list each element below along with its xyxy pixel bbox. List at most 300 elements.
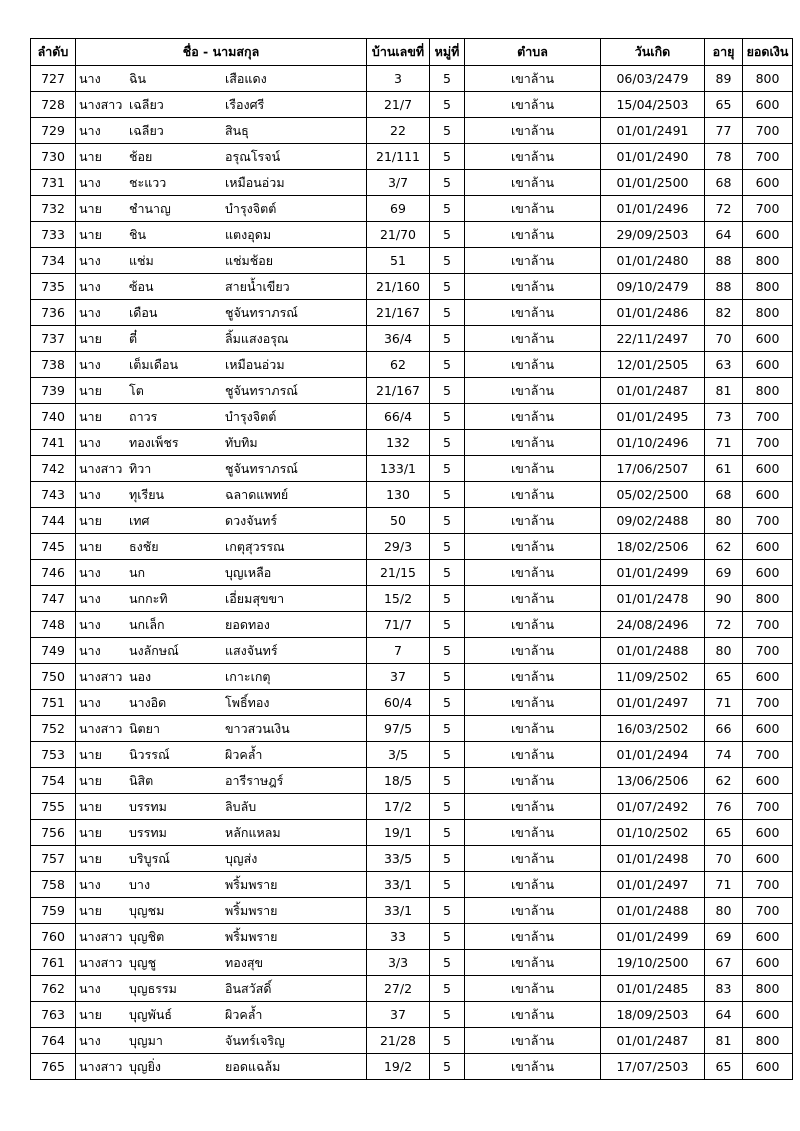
- cell-name: [76, 820, 367, 846]
- header-amount: ยอดเงิน: [743, 39, 793, 66]
- cell-name: [76, 196, 367, 222]
- name-prefix: นาย: [79, 798, 102, 814]
- cell-name: [76, 274, 367, 300]
- cell-no: 728: [31, 92, 76, 118]
- name-prefix: นาง: [79, 616, 101, 632]
- cell-no: 761: [31, 950, 76, 976]
- cell-name: [76, 742, 367, 768]
- name-prefix: นาง: [79, 642, 101, 658]
- name-last: อารีราษฎร์: [225, 772, 284, 788]
- cell-birth: 01/01/2487: [601, 378, 705, 404]
- cell-birth: 09/02/2488: [601, 508, 705, 534]
- name-prefix: นาง: [79, 980, 101, 996]
- name-prefix: นาย: [79, 512, 102, 528]
- name-first: บรรทม: [129, 824, 167, 840]
- name-first: ชำนาญ: [129, 200, 171, 216]
- cell-no: 746: [31, 560, 76, 586]
- cell-tambon: เขาล้าน: [465, 274, 601, 300]
- table-row: [31, 222, 793, 248]
- cell-no: 733: [31, 222, 76, 248]
- cell-tambon: เขาล้าน: [465, 118, 601, 144]
- name-first: บาง: [129, 876, 151, 892]
- cell-tambon: เขาล้าน: [465, 846, 601, 872]
- name-last: บำรุงจิตต์: [225, 408, 277, 424]
- name-first: นกกะทิ: [129, 590, 168, 606]
- name-last: แตงอุดม: [225, 226, 272, 242]
- cell-birth: 01/01/2490: [601, 144, 705, 170]
- cell-age: 68: [705, 170, 743, 196]
- cell-birth: 15/04/2503: [601, 92, 705, 118]
- table-row: [31, 404, 793, 430]
- name-last: อินสวัสดิ์: [225, 980, 272, 996]
- name-prefix: นาย: [79, 850, 102, 866]
- cell-house: 15/2: [367, 586, 430, 612]
- cell-amount: 700: [743, 404, 793, 430]
- cell-house: 71/7: [367, 612, 430, 638]
- name-first: บุญชม: [129, 902, 165, 918]
- cell-age: 78: [705, 144, 743, 170]
- cell-house: 21/7: [367, 92, 430, 118]
- cell-amount: 600: [743, 560, 793, 586]
- cell-amount: 700: [743, 898, 793, 924]
- cell-birth: 01/01/2485: [601, 976, 705, 1002]
- cell-moo: 5: [430, 92, 465, 118]
- cell-moo: 5: [430, 456, 465, 482]
- name-last: ฉลาดแพทย์: [225, 486, 289, 502]
- cell-amount: 600: [743, 456, 793, 482]
- name-last: เสือแดง: [225, 70, 267, 86]
- cell-birth: 01/01/2494: [601, 742, 705, 768]
- cell-birth: 05/02/2500: [601, 482, 705, 508]
- cell-moo: 5: [430, 118, 465, 144]
- cell-age: 62: [705, 768, 743, 794]
- name-last: สายน้ำเขียว: [225, 278, 290, 294]
- cell-tambon: เขาล้าน: [465, 534, 601, 560]
- cell-no: 745: [31, 534, 76, 560]
- cell-tambon: เขาล้าน: [465, 820, 601, 846]
- name-first: ซ้อน: [129, 278, 154, 294]
- cell-birth: 13/06/2506: [601, 768, 705, 794]
- name-last: ผิวคล้ำ: [225, 746, 263, 762]
- cell-moo: 5: [430, 638, 465, 664]
- cell-no: 741: [31, 430, 76, 456]
- cell-no: 747: [31, 586, 76, 612]
- cell-tambon: เขาล้าน: [465, 482, 601, 508]
- cell-birth: 01/07/2492: [601, 794, 705, 820]
- name-last: ผิวคล้ำ: [225, 1006, 263, 1022]
- cell-no: 734: [31, 248, 76, 274]
- cell-moo: 5: [430, 924, 465, 950]
- cell-amount: 600: [743, 92, 793, 118]
- cell-name: [76, 612, 367, 638]
- name-prefix: นาง: [79, 1032, 101, 1048]
- cell-moo: 5: [430, 820, 465, 846]
- cell-amount: 800: [743, 976, 793, 1002]
- header-moo: หมู่ที่: [430, 39, 465, 66]
- table-row: [31, 872, 793, 898]
- cell-amount: 700: [743, 118, 793, 144]
- cell-age: 80: [705, 898, 743, 924]
- cell-amount: 700: [743, 794, 793, 820]
- cell-name: [76, 170, 367, 196]
- cell-name: [76, 560, 367, 586]
- cell-moo: 5: [430, 66, 465, 92]
- name-first: ทองเพ็ชร: [129, 434, 179, 450]
- cell-birth: 01/01/2499: [601, 924, 705, 950]
- cell-house: 22: [367, 118, 430, 144]
- name-first: เฉลียว: [129, 122, 164, 138]
- cell-age: 62: [705, 534, 743, 560]
- name-last: บำรุงจิตต์: [225, 200, 277, 216]
- cell-house: 62: [367, 352, 430, 378]
- cell-house: 19/1: [367, 820, 430, 846]
- cell-birth: 01/01/2497: [601, 872, 705, 898]
- cell-birth: 01/01/2496: [601, 196, 705, 222]
- cell-tambon: เขาล้าน: [465, 430, 601, 456]
- table-row: [31, 742, 793, 768]
- name-last: ทับทิม: [225, 434, 258, 450]
- cell-house: 21/28: [367, 1028, 430, 1054]
- name-prefix: นาง: [79, 304, 101, 320]
- cell-amount: 700: [743, 638, 793, 664]
- cell-tambon: เขาล้าน: [465, 456, 601, 482]
- name-prefix: นาย: [79, 382, 102, 398]
- cell-tambon: เขาล้าน: [465, 66, 601, 92]
- cell-birth: 19/10/2500: [601, 950, 705, 976]
- name-prefix: นาย: [79, 408, 102, 424]
- cell-house: 27/2: [367, 976, 430, 1002]
- cell-no: 727: [31, 66, 76, 92]
- cell-no: 742: [31, 456, 76, 482]
- cell-age: 64: [705, 1002, 743, 1028]
- name-last: เกตุสุวรรณ: [225, 538, 285, 554]
- cell-no: 744: [31, 508, 76, 534]
- cell-age: 80: [705, 638, 743, 664]
- cell-house: 18/5: [367, 768, 430, 794]
- cell-moo: 5: [430, 170, 465, 196]
- name-first: บุญธรรม: [129, 980, 177, 996]
- cell-birth: 06/03/2479: [601, 66, 705, 92]
- cell-amount: 600: [743, 820, 793, 846]
- name-first: ทิวา: [129, 460, 152, 476]
- cell-house: 69: [367, 196, 430, 222]
- cell-house: 3: [367, 66, 430, 92]
- cell-age: 71: [705, 430, 743, 456]
- cell-amount: 800: [743, 586, 793, 612]
- table-row: [31, 690, 793, 716]
- name-first: ธงชัย: [129, 538, 159, 554]
- name-prefix: นาง: [79, 434, 101, 450]
- cell-name: [76, 924, 367, 950]
- name-prefix: นางสาว: [79, 720, 123, 736]
- cell-tambon: เขาล้าน: [465, 560, 601, 586]
- name-last: เหมือนอ่วม: [225, 356, 285, 372]
- name-prefix: นาย: [79, 226, 102, 242]
- cell-house: 60/4: [367, 690, 430, 716]
- cell-no: 750: [31, 664, 76, 690]
- cell-tambon: เขาล้าน: [465, 92, 601, 118]
- name-prefix: นาง: [79, 486, 101, 502]
- name-first: นิวรรณ์: [129, 746, 170, 762]
- cell-no: 748: [31, 612, 76, 638]
- cell-amount: 700: [743, 872, 793, 898]
- cell-birth: 01/01/2478: [601, 586, 705, 612]
- cell-moo: 5: [430, 404, 465, 430]
- cell-no: 756: [31, 820, 76, 846]
- cell-no: 729: [31, 118, 76, 144]
- name-first: นงลักษณ์: [129, 642, 179, 658]
- cell-name: [76, 430, 367, 456]
- cell-no: 764: [31, 1028, 76, 1054]
- name-prefix: นาย: [79, 148, 102, 164]
- name-last: เรืองศรี: [225, 96, 265, 112]
- cell-age: 70: [705, 326, 743, 352]
- table-row: [31, 430, 793, 456]
- cell-name: [76, 222, 367, 248]
- cell-birth: 01/01/2495: [601, 404, 705, 430]
- name-last: เอี่ยมสุขขา: [225, 590, 285, 606]
- cell-house: 21/167: [367, 378, 430, 404]
- name-prefix: นาง: [79, 356, 101, 372]
- name-first: ชิน: [129, 226, 147, 242]
- name-last: ชูจันทราภรณ์: [225, 382, 298, 398]
- table-row: [31, 1002, 793, 1028]
- cell-no: 753: [31, 742, 76, 768]
- name-first: นอง: [129, 668, 152, 684]
- cell-name: [76, 794, 367, 820]
- name-first: บุญชู: [129, 954, 157, 970]
- table-row: [31, 66, 793, 92]
- cell-amount: 700: [743, 144, 793, 170]
- name-first: ฉิน: [129, 70, 147, 86]
- cell-house: 132: [367, 430, 430, 456]
- name-last: ชูจันทราภรณ์: [225, 304, 298, 320]
- name-last: ลิ้มแสงอรุณ: [225, 330, 289, 346]
- cell-amount: 600: [743, 482, 793, 508]
- cell-age: 89: [705, 66, 743, 92]
- cell-birth: 01/01/2487: [601, 1028, 705, 1054]
- cell-amount: 600: [743, 950, 793, 976]
- cell-house: 37: [367, 664, 430, 690]
- name-last: ยอดทอง: [225, 616, 270, 632]
- name-first: เดือน: [129, 304, 158, 320]
- cell-house: 21/111: [367, 144, 430, 170]
- cell-tambon: เขาล้าน: [465, 950, 601, 976]
- cell-tambon: เขาล้าน: [465, 898, 601, 924]
- cell-birth: 09/10/2479: [601, 274, 705, 300]
- cell-name: [76, 768, 367, 794]
- cell-age: 81: [705, 378, 743, 404]
- cell-amount: 800: [743, 274, 793, 300]
- cell-birth: 12/01/2505: [601, 352, 705, 378]
- cell-amount: 600: [743, 846, 793, 872]
- name-prefix: นาง: [79, 564, 101, 580]
- cell-no: 755: [31, 794, 76, 820]
- cell-amount: 600: [743, 534, 793, 560]
- cell-moo: 5: [430, 378, 465, 404]
- cell-no: 763: [31, 1002, 76, 1028]
- name-prefix: นาย: [79, 330, 102, 346]
- cell-amount: 600: [743, 1002, 793, 1028]
- cell-tambon: เขาล้าน: [465, 1028, 601, 1054]
- cell-moo: 5: [430, 352, 465, 378]
- name-first: นางอิด: [129, 694, 167, 710]
- name-last: ดวงจันทร์: [225, 512, 278, 528]
- table-row: [31, 508, 793, 534]
- cell-no: 731: [31, 170, 76, 196]
- cell-tambon: เขาล้าน: [465, 300, 601, 326]
- cell-no: 758: [31, 872, 76, 898]
- cell-birth: 17/07/2503: [601, 1054, 705, 1080]
- name-last: บุญเหลือ: [225, 564, 272, 580]
- cell-birth: 01/01/2480: [601, 248, 705, 274]
- cell-moo: 5: [430, 768, 465, 794]
- cell-house: 21/160: [367, 274, 430, 300]
- cell-age: 71: [705, 872, 743, 898]
- cell-birth: 01/01/2499: [601, 560, 705, 586]
- cell-tambon: เขาล้าน: [465, 196, 601, 222]
- cell-amount: 800: [743, 378, 793, 404]
- cell-name: [76, 950, 367, 976]
- cell-age: 64: [705, 222, 743, 248]
- cell-amount: 600: [743, 352, 793, 378]
- table-row: [31, 716, 793, 742]
- table-row: [31, 1054, 793, 1080]
- cell-no: 740: [31, 404, 76, 430]
- table-row: [31, 482, 793, 508]
- cell-tambon: เขาล้าน: [465, 144, 601, 170]
- cell-birth: 22/11/2497: [601, 326, 705, 352]
- cell-age: 72: [705, 196, 743, 222]
- cell-birth: 01/10/2496: [601, 430, 705, 456]
- cell-no: 760: [31, 924, 76, 950]
- cell-amount: 600: [743, 1054, 793, 1080]
- cell-name: [76, 66, 367, 92]
- cell-tambon: เขาล้าน: [465, 404, 601, 430]
- cell-house: 51: [367, 248, 430, 274]
- cell-amount: 800: [743, 1028, 793, 1054]
- cell-name: [76, 144, 367, 170]
- name-last: พริ้มพราย: [225, 876, 278, 892]
- cell-birth: 29/09/2503: [601, 222, 705, 248]
- cell-tambon: เขาล้าน: [465, 794, 601, 820]
- cell-moo: 5: [430, 690, 465, 716]
- cell-tambon: เขาล้าน: [465, 352, 601, 378]
- table-row: [31, 612, 793, 638]
- cell-moo: 5: [430, 222, 465, 248]
- cell-age: 65: [705, 1054, 743, 1080]
- cell-name: [76, 92, 367, 118]
- cell-amount: 700: [743, 690, 793, 716]
- cell-age: 71: [705, 690, 743, 716]
- cell-moo: 5: [430, 144, 465, 170]
- cell-house: 21/167: [367, 300, 430, 326]
- name-prefix: นาง: [79, 694, 101, 710]
- cell-amount: 700: [743, 430, 793, 456]
- name-last: ชูจันทราภรณ์: [225, 460, 298, 476]
- name-last: แสงจันทร์: [225, 642, 278, 658]
- header-name: ชื่อ - นามสกุล: [76, 39, 367, 66]
- table-row: [31, 118, 793, 144]
- cell-no: 743: [31, 482, 76, 508]
- table-row: [31, 768, 793, 794]
- table-row: [31, 924, 793, 950]
- cell-no: 762: [31, 976, 76, 1002]
- cell-amount: 600: [743, 664, 793, 690]
- name-last: อรุณโรจน์: [225, 148, 281, 164]
- cell-house: 33/1: [367, 898, 430, 924]
- cell-amount: 600: [743, 716, 793, 742]
- cell-birth: 01/01/2497: [601, 690, 705, 716]
- cell-name: [76, 898, 367, 924]
- name-last: โพธิ์ทอง: [225, 694, 270, 710]
- name-last: หลักแหลม: [225, 824, 281, 840]
- cell-tambon: เขาล้าน: [465, 872, 601, 898]
- cell-age: 65: [705, 820, 743, 846]
- cell-birth: 01/01/2488: [601, 898, 705, 924]
- cell-moo: 5: [430, 300, 465, 326]
- name-prefix: นาย: [79, 902, 102, 918]
- cell-birth: 11/09/2502: [601, 664, 705, 690]
- header-age: อายุ: [705, 39, 743, 66]
- name-first: นิตยา: [129, 720, 161, 736]
- cell-tambon: เขาล้าน: [465, 508, 601, 534]
- cell-house: 33/1: [367, 872, 430, 898]
- name-prefix: นางสาว: [79, 96, 123, 112]
- table-row: [31, 352, 793, 378]
- cell-birth: 01/01/2500: [601, 170, 705, 196]
- cell-no: 765: [31, 1054, 76, 1080]
- cell-house: 3/7: [367, 170, 430, 196]
- cell-moo: 5: [430, 976, 465, 1002]
- table-row: [31, 92, 793, 118]
- table-row: [31, 846, 793, 872]
- cell-moo: 5: [430, 248, 465, 274]
- cell-birth: 01/01/2491: [601, 118, 705, 144]
- name-first: บุญมา: [129, 1032, 163, 1048]
- cell-age: 65: [705, 92, 743, 118]
- cell-age: 88: [705, 248, 743, 274]
- cell-age: 68: [705, 482, 743, 508]
- cell-age: 80: [705, 508, 743, 534]
- cell-amount: 800: [743, 300, 793, 326]
- name-first: โต: [129, 382, 144, 398]
- name-first: ตี๋: [129, 330, 138, 346]
- cell-house: 37: [367, 1002, 430, 1028]
- cell-age: 70: [705, 846, 743, 872]
- cell-age: 74: [705, 742, 743, 768]
- cell-name: [76, 1054, 367, 1080]
- table-row: [31, 534, 793, 560]
- table-row: [31, 144, 793, 170]
- name-first: บุญพันธ์: [129, 1006, 172, 1022]
- cell-house: 3/3: [367, 950, 430, 976]
- cell-moo: 5: [430, 742, 465, 768]
- cell-age: 82: [705, 300, 743, 326]
- table-row: [31, 274, 793, 300]
- cell-house: 66/4: [367, 404, 430, 430]
- cell-age: 66: [705, 716, 743, 742]
- cell-moo: 5: [430, 196, 465, 222]
- cell-amount: 600: [743, 326, 793, 352]
- cell-house: 21/70: [367, 222, 430, 248]
- cell-house: 97/5: [367, 716, 430, 742]
- cell-no: 732: [31, 196, 76, 222]
- cell-no: 752: [31, 716, 76, 742]
- cell-house: 33/5: [367, 846, 430, 872]
- table-row: [31, 950, 793, 976]
- name-last: จันทร์เจริญ: [225, 1032, 285, 1048]
